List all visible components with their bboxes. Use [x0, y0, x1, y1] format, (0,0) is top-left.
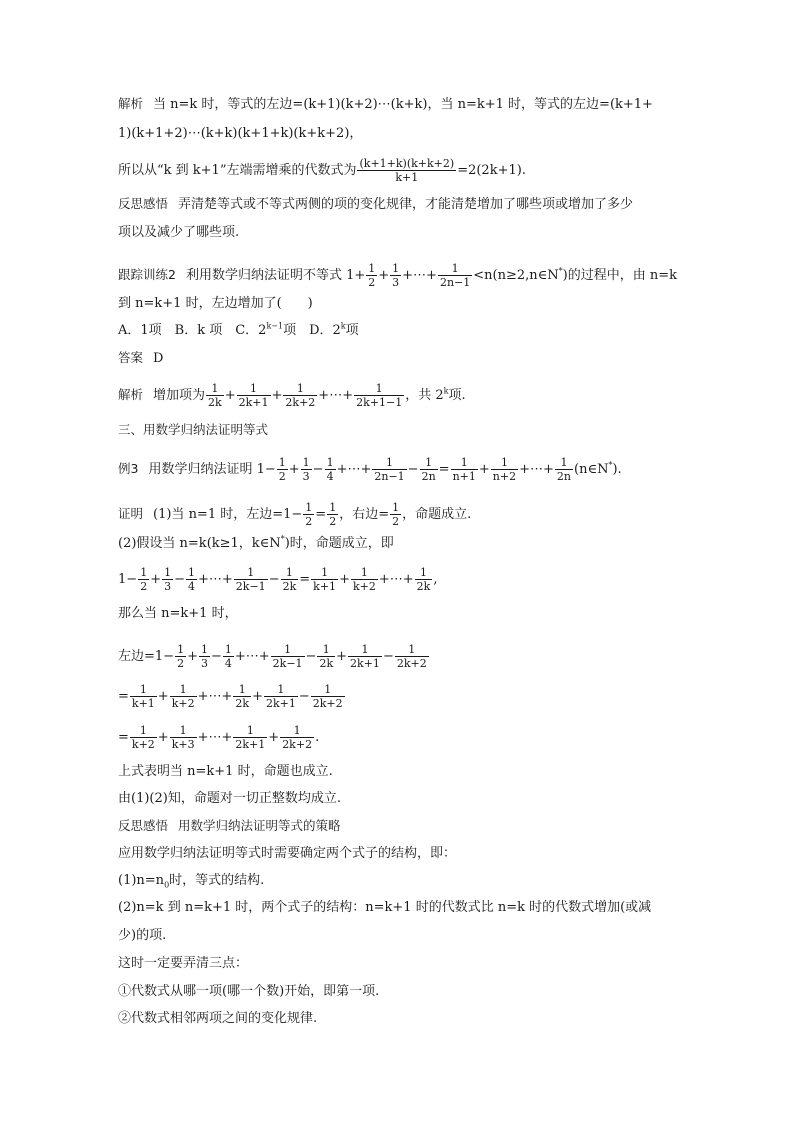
reflection2-text-4: 少)的项. [118, 928, 167, 943]
reflection2-line-3 [118, 872, 264, 890]
reflection2-text-5: 这时一定要弄清三点： [118, 956, 249, 971]
proof-text-3: 那么当 n=k+1 时， [118, 606, 238, 621]
reflection2-line-8 [118, 1010, 317, 1028]
solution-label: 解析 [118, 387, 144, 402]
minus: − [407, 462, 419, 477]
reflection2-title: 用数学归纳法证明等式的策略 [178, 818, 341, 833]
fraction: $\frac{1}{2k}$ [416, 566, 431, 593]
solution-text-b: ，共 2 [405, 388, 444, 403]
reflection2-text-2b: 时，等式的结构. [169, 873, 265, 888]
answer-line [118, 349, 163, 368]
fraction: $\frac{(k+1+k)(k+k+2)}{k+1}$ [359, 157, 455, 184]
fraction: $\frac{1}{k+1}$ [131, 683, 155, 710]
analysis-text-3b: =2(2k+1). [457, 163, 526, 178]
superscript: k [443, 386, 449, 396]
fraction: $\frac{1}{2k}$ [235, 683, 250, 710]
reflection2-line-5 [118, 927, 166, 945]
fraction: $\frac{1}{2}$ [392, 501, 400, 528]
fraction: $\frac{1}{3}$ [392, 262, 400, 289]
proof-line-1 [118, 501, 471, 528]
fraction: $\frac{1}{4}$ [224, 643, 232, 670]
analysis-line-3 [118, 157, 526, 184]
fraction: $\frac{1}{4}$ [188, 566, 195, 593]
fraction: $\frac{1}{2k+1}$ [235, 724, 266, 751]
fraction: $\frac{1}{k+2}$ [352, 566, 376, 593]
proof-label: 证明 [118, 506, 144, 521]
fraction: $\frac{1}{k+2}$ [131, 724, 155, 751]
equals: = [315, 507, 327, 522]
exercise-text-2: 到 n=k+1 时，左边增加了( ) [118, 296, 313, 311]
proof-text-1c: ，命题成立. [402, 507, 472, 522]
analysis-line-2 [118, 125, 362, 143]
solution-text-a: 增加项为 [153, 388, 206, 403]
proof-text-2: (2)假设当 n=k(k≥1，k∈N [118, 536, 281, 551]
superscript: * [558, 266, 563, 276]
reflection2-line-1 [118, 817, 341, 836]
answer-label: 答案 [118, 350, 144, 365]
fraction: $\frac{1}{2k-1}$ [272, 643, 303, 670]
fraction: $\frac{1}{k+3}$ [171, 724, 195, 751]
superscript: k−1 [266, 321, 284, 331]
example3-line [118, 456, 622, 483]
superscript: k [340, 321, 346, 331]
fraction: $\frac{1}{4}$ [326, 456, 334, 483]
reflection2-label: 反思感悟 [118, 818, 169, 833]
section-heading: 三、用数学归纳法证明等式 [118, 422, 269, 437]
example-label: 例3 [118, 461, 139, 476]
example-text: 用数学归纳法证明 1− [148, 462, 276, 477]
proof-text-1a: (1)当 n=1 时，左边=1− [153, 507, 303, 522]
options-text: A．1项 B．k 项 C．2 [118, 323, 267, 338]
reflection2-text-1: 应用数学归纳法证明等式时需要确定两个式子的结构，即： [118, 846, 457, 861]
exercise-label: 跟踪训练2 [118, 267, 176, 282]
fraction: $\frac{1}{2k+1}$ [238, 382, 269, 409]
fraction: $\frac{1}{3}$ [200, 643, 208, 670]
options-text-d: 项 [345, 323, 359, 338]
fraction: $\frac{1}{2k+1}$ [265, 683, 296, 710]
proof-text-4: 左边=1− [118, 649, 175, 664]
fraction: $\frac{1}{3}$ [164, 566, 172, 593]
proof-line-9 [118, 790, 341, 808]
fraction: $\frac{1}{k+2}$ [171, 683, 195, 710]
exercise-text-a: 利用数学归纳法证明不等式 1+ [185, 268, 366, 283]
dots: +⋯+ [402, 268, 437, 283]
minus: − [312, 462, 324, 477]
exercise-text-d: )的过程中，由 n=k [562, 268, 678, 283]
fraction: $\frac{1}{2k+2}$ [282, 724, 313, 751]
example-tail-2: ). [612, 462, 622, 477]
reflection2-line-4 [118, 899, 651, 917]
fraction: $\frac{1}{2n-1}$ [374, 456, 405, 483]
fraction: $\frac{1}{2k+1}$ [350, 643, 380, 670]
fraction: $\frac{1}{2}$ [329, 501, 337, 528]
proof-line-2 [118, 535, 394, 553]
superscript: * [280, 534, 285, 544]
fraction: $\frac{1}{2k+2}$ [285, 382, 316, 409]
fraction: $\frac{1}{2k-1}$ [235, 566, 266, 593]
analysis-text-3a: 所以从“k 到 k+1”左端需增乘的代数式为 [118, 163, 357, 178]
fraction: $\frac{1}{3}$ [302, 456, 310, 483]
solution-line [118, 382, 466, 409]
reflection2-line-2 [118, 845, 456, 863]
fraction: $\frac{1}{2k+2}$ [312, 683, 343, 710]
fraction: $\frac{1}{k+1}$ [313, 566, 337, 593]
dots: +⋯+ [519, 462, 554, 477]
fraction: $\frac{1}{2k+1-1}$ [356, 382, 403, 409]
plus: + [478, 462, 490, 477]
plus: + [271, 388, 283, 403]
analysis-text-1: 当 n=k 时，等式的左边=(k+1)(k+2)⋯(k+k)，当 n=k+1 时，等式的左边=(k+1+ [153, 97, 653, 112]
proof-text-6: 由(1)(2)知，命题对一切正整数均成立. [118, 791, 341, 806]
fraction: $\frac{1}{2k}$ [319, 643, 334, 670]
plus: + [224, 388, 236, 403]
fraction: $\frac{1}{2n-1}$ [439, 262, 471, 289]
proof-text-2b: )时，命题成立，即 [284, 536, 394, 551]
exercise-line-2 [118, 295, 313, 313]
reflection2-line-7 [118, 983, 379, 1001]
proof-text-1b: ，右边= [339, 507, 390, 522]
fraction: $\frac{1}{n+1}$ [452, 456, 476, 483]
reflection-text-2: 项以及减少了哪些项. [118, 225, 240, 240]
reflection2-line-6 [118, 955, 248, 973]
example-tail: (n∈N [574, 462, 609, 477]
dots: +⋯+ [318, 388, 354, 403]
proof-line-3: 1− $\frac{1}{2}$ + $\frac{1}{3}$ − $\frac{1}{4}$ +⋯+ $\frac{1}{2k-1}$ − $\frac{1}{2k}$ = $\frac{1}{k+1}$ + $\frac{1}{k+2}$ +⋯+ $\frac{1}{2k}$ , [118, 566, 438, 593]
plus: + [378, 268, 390, 283]
reflection-line-1 [118, 195, 633, 214]
reflection2-text-7: ②代数式相邻两项之间的变化规律. [118, 1011, 318, 1026]
fraction: $\frac{1}{2}$ [278, 456, 286, 483]
reflection2-text-2: (1)n=n [118, 873, 165, 888]
options-text-c: 项 D．2 [283, 323, 341, 338]
proof-line-6: = $\frac{1}{k+1}$ + $\frac{1}{k+2}$ +⋯+ $\frac{1}{2k}$ + $\frac{1}{2k+1}$ − $\frac{1}{2k+2}$ [118, 683, 343, 710]
fraction: $\frac{1}{2}$ [305, 501, 313, 528]
reflection-text-1: 弄清楚等式或不等式两侧的项的变化规律，才能清楚增加了哪些项或增加了多少 [178, 197, 634, 212]
plus: + [288, 462, 300, 477]
reflection2-text-6: ①代数式从哪一项(哪一个数)开始，即第一项. [118, 984, 380, 999]
equals: = [438, 462, 450, 477]
dots: +⋯+ [336, 462, 372, 477]
answer-value: D [153, 351, 164, 366]
proof-line-7: = $\frac{1}{k+2}$ + $\frac{1}{k+3}$ +⋯+ $\frac{1}{2k+1}$ + $\frac{1}{2k+2}$ . [118, 724, 320, 751]
proof-line-5: 左边=1− $\frac{1}{2}$ + $\frac{1}{3}$ − $\frac{1}{4}$ +⋯+ $\frac{1}{2k-1}$ − $\frac{1}{2k}$ + $\frac{1}{2k+1}$ − $\frac{1}{2k+2}$ [118, 643, 427, 670]
exercise-text-c: <n(n≥2,n∈N [473, 268, 559, 283]
fraction: $\frac{1}{2k}$ [208, 382, 222, 409]
exercise-line-1 [118, 262, 677, 289]
fraction: $\frac{1}{2}$ [368, 262, 376, 289]
proof-line-4 [118, 605, 238, 623]
options-line [118, 322, 359, 340]
fraction: $\frac{1}{2n}$ [556, 456, 571, 483]
fraction: $\frac{1}{2n}$ [421, 456, 436, 483]
reflection2-text-3: (2)n=k 到 n=k+1 时，两个式子的结构：n=k+1 时的代数式比 n=k 时的代数式增加(或减 [118, 900, 652, 915]
fraction: $\frac{1}{2}$ [177, 643, 185, 670]
fraction: $\frac{1}{n+2}$ [492, 456, 517, 483]
analysis-text-2: 1)(k+1+2)⋯(k+k)(k+1+k)(k+k+2)， [118, 126, 363, 141]
fraction: $\frac{1}{2}$ [140, 566, 148, 593]
fraction: $\frac{1}{2k+2}$ [396, 643, 427, 670]
reflection-line-2 [118, 224, 239, 242]
analysis-line-1 [118, 95, 653, 114]
proof-text-5: 上式表明当 n=k+1 时，命题也成立. [118, 764, 333, 779]
analysis-label: 解析 [118, 96, 144, 111]
reflection-label: 反思感悟 [118, 196, 169, 211]
superscript: * [608, 460, 613, 470]
proof-line-8 [118, 763, 333, 781]
subscript: 0 [164, 880, 170, 890]
solution-text-c: 项. [448, 388, 466, 403]
fraction: $\frac{1}{2k}$ [282, 566, 297, 593]
